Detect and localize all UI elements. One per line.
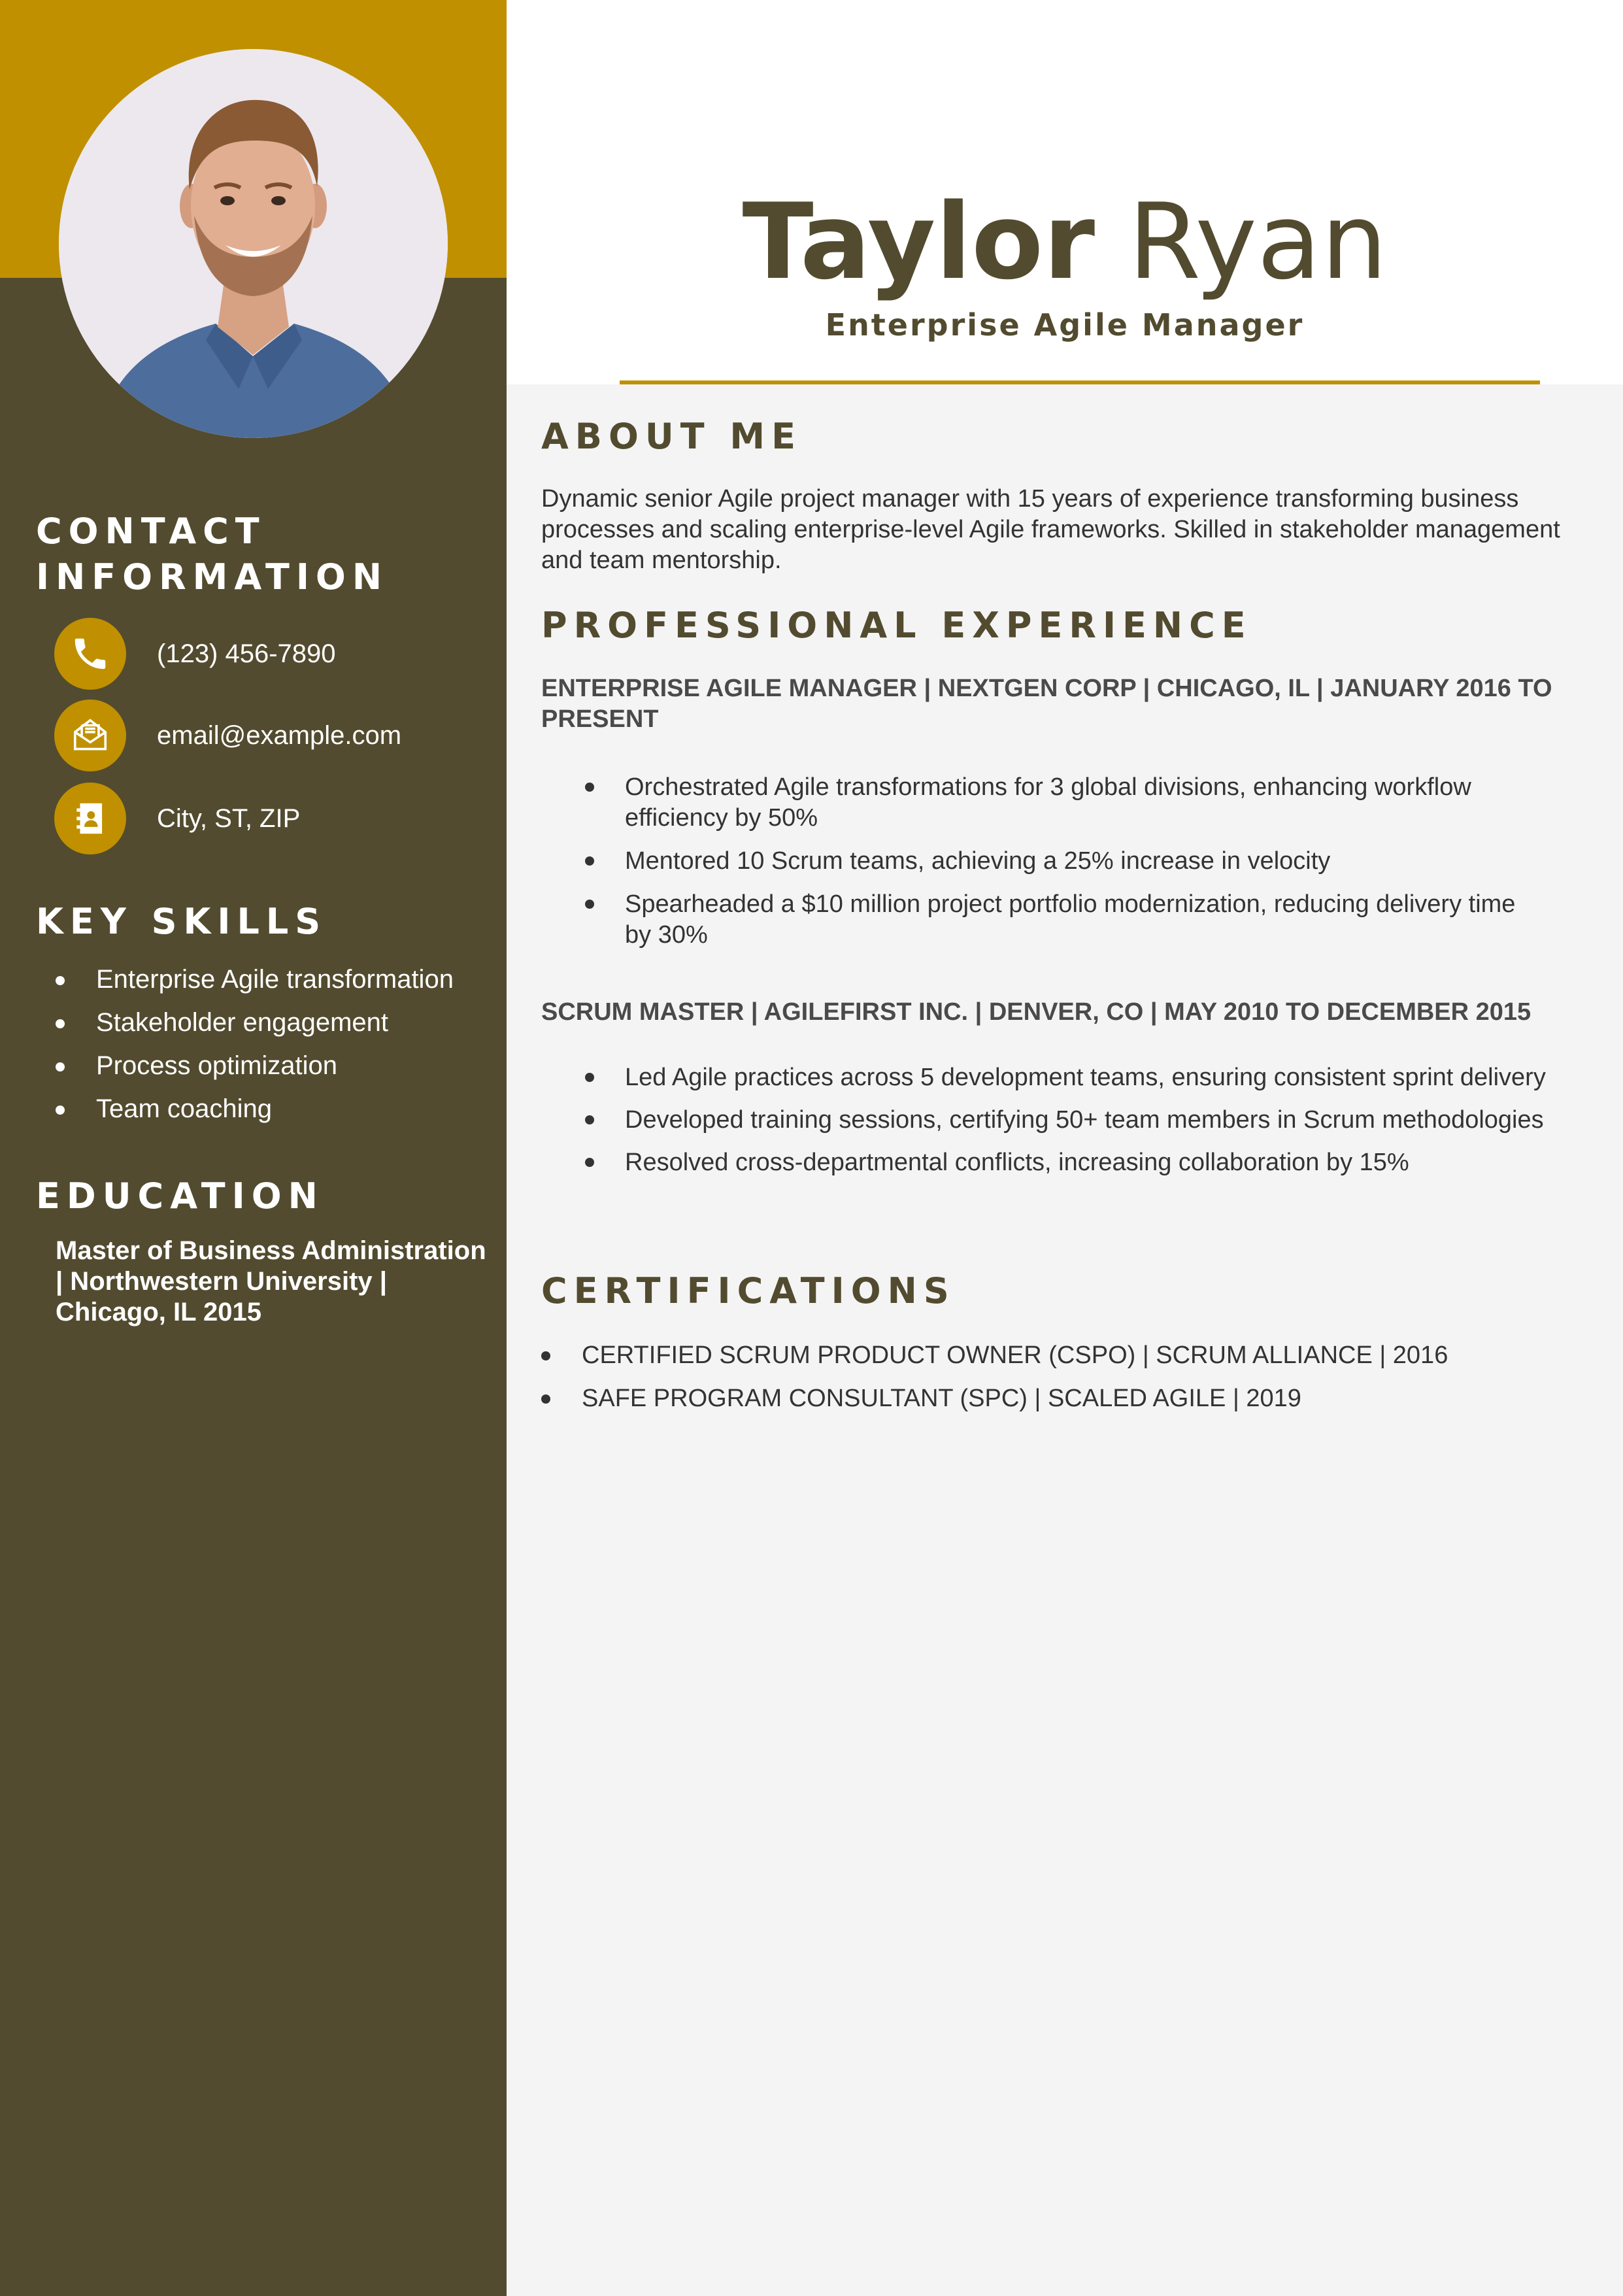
job-1-bullets <box>541 772 1548 951</box>
job-title-2: SCRUM MASTER | AGILEFIRST INC. | DENVER, CO | MAY 2010 TO DECEMBER 2015 <box>541 998 1531 1026</box>
job-bullet: Orchestrated Agile transformations for 3 global divisions, enhancing workflow efficiency by 50% <box>541 772 1548 834</box>
about-heading: ABOUT ME <box>541 416 802 457</box>
contact-heading-line2: INFORMATION <box>36 556 389 598</box>
job-2-bullets <box>541 1062 1548 1178</box>
contact-phone <box>54 618 336 690</box>
address-book-icon <box>54 783 126 854</box>
job-bullet: Spearheaded a $10 million project portfolio modernization, reducing delivery time by 30% <box>541 889 1548 951</box>
certification-item: CERTIFIED SCRUM PRODUCT OWNER (CSPO) | SCRUM ALLIANCE | 2016 <box>541 1340 1561 1383</box>
contact-heading-line1: CONTACT <box>36 511 266 552</box>
skill-item: Process optimization <box>36 1044 454 1087</box>
first-name: Taylor <box>742 180 1096 303</box>
skills-list <box>36 958 454 1130</box>
skill-item: Team coaching <box>36 1087 454 1130</box>
contact-heading <box>36 509 388 600</box>
profile-photo <box>59 49 448 438</box>
email-icon <box>54 700 126 771</box>
job-title: Enterprise Agile Manager <box>825 307 1305 343</box>
about-text: Dynamic senior Agile project manager with 15 years of experience transforming business processes and scaling enterprise-level Agile frameworks. Skilled in stakeholder management and team mentorship. <box>541 485 1560 574</box>
skill-item: Stakeholder engagement <box>36 1001 454 1044</box>
education-text: Master of Business Administration | Northwestern University | Chicago, IL 2015 <box>56 1236 486 1326</box>
phone-text[interactable]: (123) 456-7890 <box>157 639 336 668</box>
job-title-1: ENTERPRISE AGILE MANAGER | NEXTGEN CORP | CHICAGO, IL | JANUARY 2016 TO PRESENT <box>541 675 1552 733</box>
header-divider <box>620 380 1540 384</box>
certifications-list <box>541 1340 1561 1427</box>
job-bullet: Resolved cross-departmental conflicts, increasing collaboration by 15% <box>541 1147 1548 1178</box>
job-bullet: Mentored 10 Scrum teams, achieving a 25% increase in velocity <box>541 846 1548 877</box>
full-name <box>507 180 1623 303</box>
contact-email <box>54 700 401 771</box>
experience-heading: PROFESSIONAL EXPERIENCE <box>541 605 1252 646</box>
education-heading: EDUCATION <box>36 1175 324 1217</box>
last-name: Ryan <box>1128 180 1388 303</box>
job-bullet: Led Agile practices across 5 development teams, ensuring consistent sprint delivery <box>541 1062 1548 1093</box>
skill-item: Enterprise Agile transformation <box>36 958 454 1001</box>
email-text[interactable]: email@example.com <box>157 720 402 750</box>
skills-heading: KEY SKILLS <box>36 901 327 942</box>
job-bullet: Developed training sessions, certifying 50+ team members in Scrum methodologies <box>541 1105 1548 1136</box>
contact-address <box>54 783 300 854</box>
address-text: City, ST, ZIP <box>157 803 301 833</box>
phone-icon <box>54 618 126 690</box>
header <box>507 0 1623 384</box>
certification-item: SAFE PROGRAM CONSULTANT (SPC) | SCALED AGILE | 2019 <box>541 1383 1561 1427</box>
certifications-heading: CERTIFICATIONS <box>541 1270 956 1311</box>
